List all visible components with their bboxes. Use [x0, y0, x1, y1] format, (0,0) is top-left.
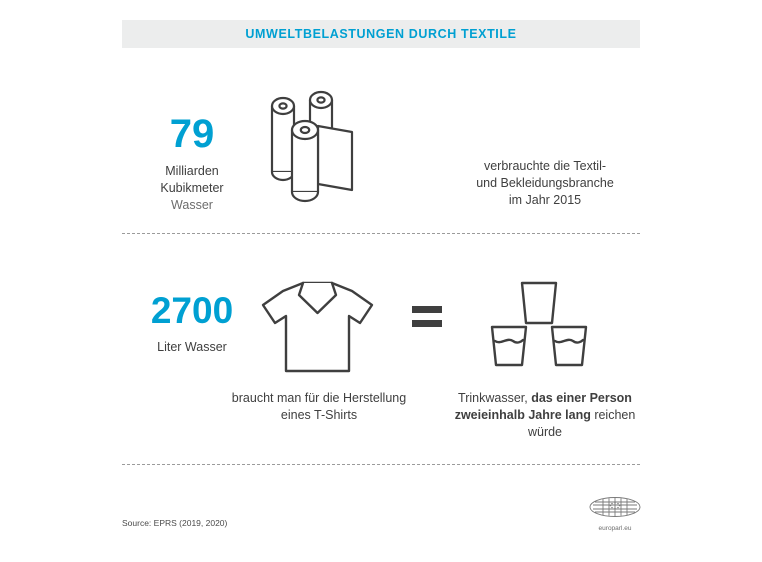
description-water-line-2 [448, 407, 642, 424]
description-tshirt [228, 390, 410, 424]
stat-unit-line-3: Wasser [171, 198, 213, 212]
european-parliament-logo [585, 496, 645, 532]
stat-value-water-use: 79 [169, 112, 215, 156]
stat-unit-water-use [118, 163, 266, 214]
source-note: Source: EPRS (2019, 2020) [122, 518, 228, 528]
description-water-use [440, 158, 650, 209]
divider-bottom [122, 464, 640, 465]
stat-unit-line-2: Kubikmeter [160, 181, 224, 195]
description-line-1: verbrauchte die Textil- [483, 159, 607, 173]
stat-value-tshirt-water: 2700 [150, 290, 234, 331]
logo-caption: europarl.eu [598, 525, 632, 532]
header-bar [122, 20, 640, 48]
description-line-3: im Jahr 2015 [508, 193, 582, 207]
description-water-line-2-plain: reichen [594, 408, 636, 422]
equals-icon [409, 306, 445, 336]
description-line-2: und Bekleidungsbranche [476, 176, 614, 190]
description-tshirt-line-1: braucht man für die Herstellung [231, 391, 407, 405]
description-water-line-1 [448, 390, 642, 407]
stat-unit-tshirt-water: Liter Wasser [157, 340, 227, 354]
divider-top [122, 233, 640, 234]
stat-unit-line-1: Milliarden [165, 164, 219, 178]
description-water-line-1-plain: Trinkwasser, [458, 391, 532, 405]
description-water-line-1-bold: das einer Person [531, 391, 632, 405]
description-water-line-2-bold: zweieinhalb Jahre lang [454, 408, 595, 422]
description-tshirt-line-2: eines T-Shirts [280, 408, 358, 422]
drinking-glasses-icon [482, 275, 597, 375]
tshirt-icon [255, 275, 380, 380]
page-title: UMWELTBELASTUNGEN DURCH TEXTILE [245, 27, 517, 41]
description-drinking-water [448, 390, 642, 441]
description-water-line-3: würde [527, 425, 563, 439]
fabric-rolls-icon [258, 78, 388, 203]
